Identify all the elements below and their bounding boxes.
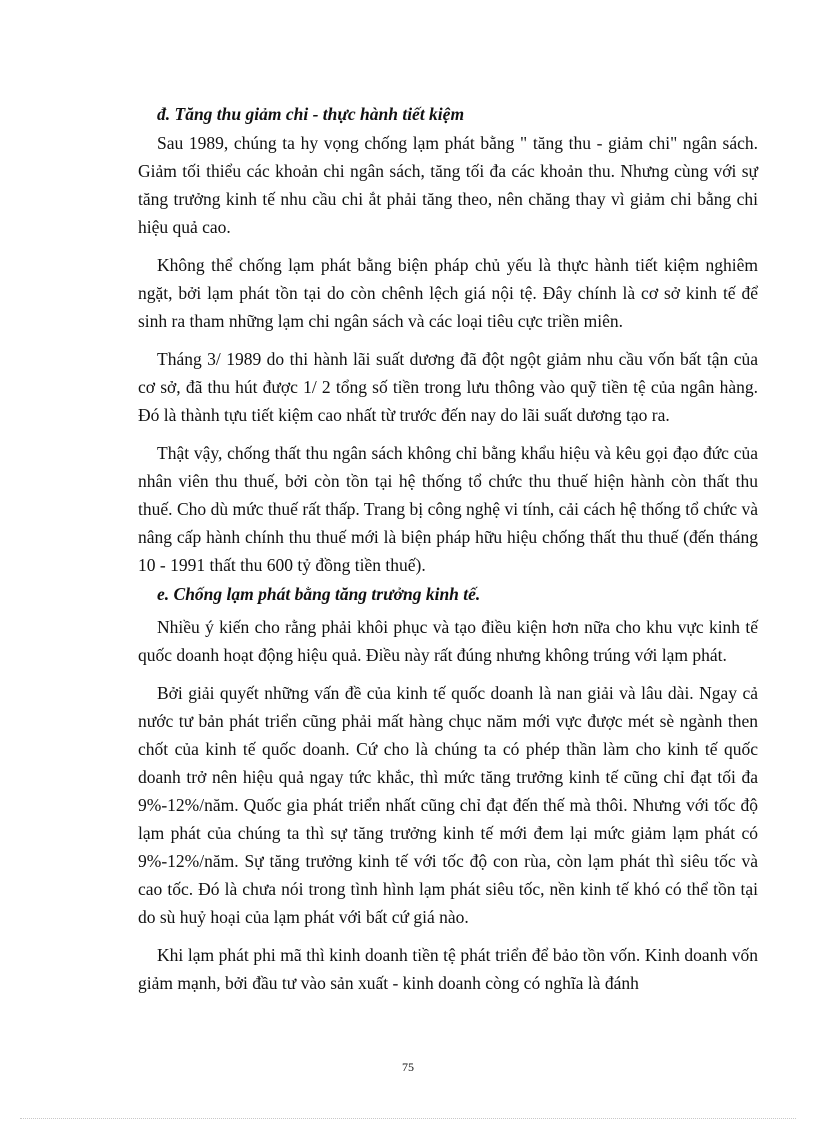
section-heading-e: e. Chống lạm phát bằng tăng trưởng kinh tế. bbox=[157, 584, 481, 604]
page-number: 75 bbox=[402, 1060, 414, 1074]
page-content bbox=[138, 99, 758, 1007]
paragraph-d-2: Không thể chống lạm phát bằng biện pháp chủ yếu là thực hành tiết kiệm nghiêm ngặt, bởi lạm phát tồn tại do còn chênh lệch giá nội tệ. Đây chính là cơ sở kinh tế để sinh ra tham những lạm chi ngân sách và các loại tiêu cực triền miên. bbox=[138, 255, 758, 331]
paragraph-d-4: Thật vậy, chống thất thu ngân sách không chỉ bằng khẩu hiệu và kêu gọi đạo đức của nhân viên thu thuế, bởi còn tồn tại hệ thống tổ chức thu thuế hiện hành còn thất thu thuế. Cho dù mức thuế rất thấp. Trang bị công nghệ vi tính, cải cách hệ thống tổ chức và nâng cấp hành chính thu thuế mới là biện pháp hữu hiệu chống thất thu thuế (đến tháng 10 - 1991 thất thu 600 tỷ đồng tiền thuế). bbox=[138, 443, 758, 575]
paragraph-d-1: Sau 1989, chúng ta hy vọng chống lạm phát bằng " tăng thu - giảm chi" ngân sách. Giảm tối thiểu các khoản chi ngân sách, tăng tối đa các khoản thu. Nhưng cùng với sự tăng trưởng kinh tế nhu cầu chi ắt phải tăng theo, nên chăng thay vì giảm chi bằng chi hiệu quả cao. bbox=[138, 133, 758, 237]
page-bottom-divider bbox=[20, 1118, 796, 1119]
paragraph-d-3: Tháng 3/ 1989 do thi hành lãi suất dương đã đột ngột giảm nhu cầu vốn bất tận của cơ sở, đã thu hút được 1/ 2 tổng số tiền trong lưu thông vào quỹ tiền tệ của ngân hàng. Đó là thành tựu tiết kiệm cao nhất từ trước đến nay do lãi suất dương tạo ra. bbox=[138, 349, 758, 425]
paragraph-e-3: Khi lạm phát phi mã thì kinh doanh tiền tệ phát triển để bảo tồn vốn. Kinh doanh vốn giảm mạnh, bởi đầu tư vào sản xuất - kinh doanh còng có nghĩa là đánh bbox=[138, 945, 758, 993]
paragraph-e-1: Nhiều ý kiến cho rằng phải khôi phục và tạo điều kiện hơn nữa cho khu vực kinh tế quốc doanh hoạt động hiệu quả. Điều này rất đúng nhưng không trúng với lạm phát. bbox=[138, 617, 758, 665]
section-heading-d: đ. Tăng thu giảm chi - thực hành tiết kiệm bbox=[157, 104, 465, 124]
paragraph-e-2: Bởi giải quyết những vấn đề của kinh tế quốc doanh là nan giải và lâu dài. Ngay cả nước tư bản phát triển cũng phải mất hàng chục năm mới vực được mét sè ngành then chốt của kinh tế quốc doanh. Cứ cho là chúng ta có phép thần làm cho kinh tế quốc doanh trở nên hiệu quả ngay tức khắc, thì mức tăng trưởng kinh tế cũng chỉ đạt tối đa 9%-12%/năm. Quốc gia phát triển nhất cũng chỉ đạt đến thế mà thôi. Nhưng với tốc độ lạm phát của chúng ta thì sự tăng trưởng kinh tế mới đem lại mức giảm lạm phát có 9%-12%/năm. Sự tăng trưởng kinh tế với tốc độ con rùa, còn lạm phát thì siêu tốc và cao tốc. Đó là chưa nói trong tình hình lạm phát siêu tốc, nền kinh tế khó có thể tồn tại do sù huỷ hoại của lạm phát với bất cứ giá nào. bbox=[138, 683, 758, 927]
